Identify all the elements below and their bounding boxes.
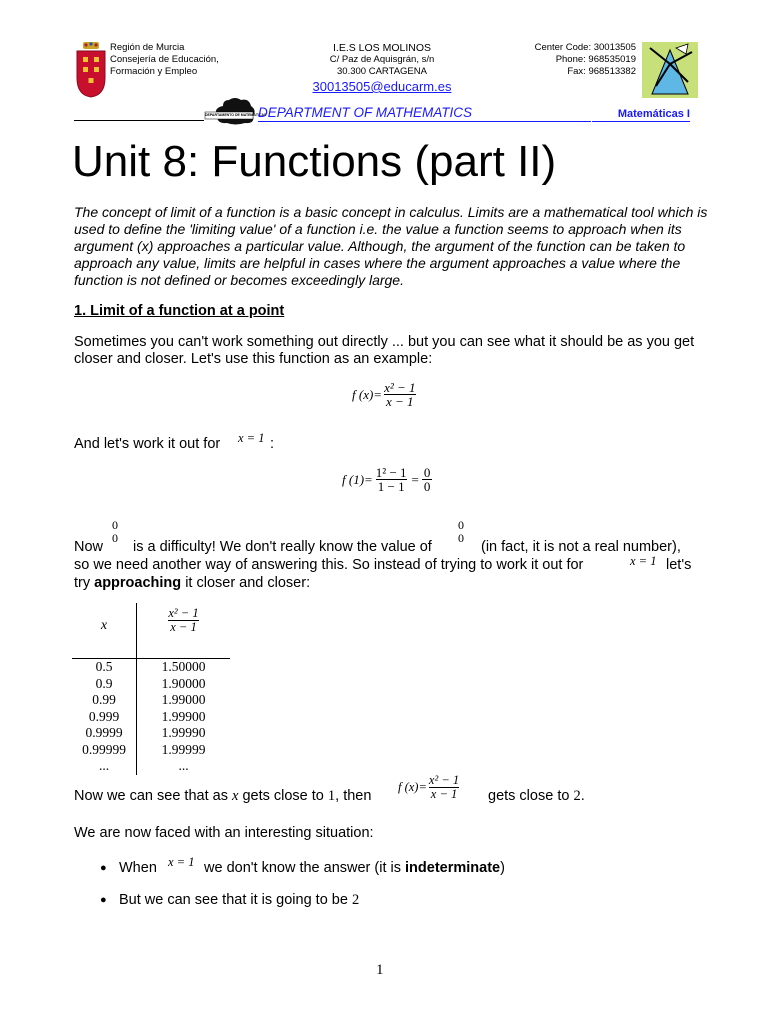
conclusion-x: x — [231, 788, 239, 804]
page-number: 1 — [376, 962, 384, 978]
fx-column-fraction — [166, 607, 200, 658]
fx-value-cell: 1.99990 — [161, 725, 206, 741]
eval-numerator: 1² − 1 — [375, 465, 407, 480]
conclusion-one: 1 — [327, 788, 336, 804]
table-row — [72, 709, 230, 726]
x-equals-one-2: x = 1 — [630, 554, 657, 568]
zero-denominator: 0 — [423, 479, 431, 494]
bullet-1-mid: we don't know the answer (it is — [204, 860, 401, 876]
x-column-header: x — [72, 603, 137, 658]
fx-value-cell: ... — [178, 758, 189, 774]
indeterminate-word: indeterminate — [405, 860, 501, 876]
school-email-link[interactable]: 30013505@educarm.es — [312, 79, 452, 94]
math-department-logo — [205, 96, 267, 126]
fx-value-cell: 1.90000 — [161, 675, 206, 691]
header-rule-left — [74, 120, 204, 121]
table-row — [72, 742, 230, 759]
zero-num: 0 — [112, 518, 118, 532]
zero-den: 0 — [112, 531, 118, 545]
bullet-1-pre: When — [119, 860, 157, 876]
values-table — [72, 603, 230, 775]
try-approaching-line — [74, 575, 310, 592]
conclusion-text-a: Now we can see that as — [74, 788, 228, 804]
values-table-header — [72, 603, 230, 659]
period: . — [580, 788, 585, 804]
function-definition-formula — [352, 381, 418, 408]
zero-numerator: 0 — [423, 465, 431, 480]
formula-numerator: x² − 1 — [384, 380, 416, 395]
values-table-body — [72, 659, 230, 775]
x-value-cell: 0.5 — [72, 659, 137, 676]
limit-value: 2 — [573, 788, 581, 804]
fx-value-cell: 1.99000 — [161, 692, 206, 708]
center-code: Center Code: 30013505 — [534, 42, 636, 53]
ministry-line-1: Consejería de Educación, — [110, 54, 219, 65]
conclusion-fraction — [427, 774, 461, 801]
not-real-number-text: (in fact, it is not a real number), — [481, 539, 681, 555]
zero-over-zero — [422, 466, 433, 493]
x-value-cell: 0.99 — [72, 692, 137, 709]
zero-over-zero-inline-1 — [110, 519, 120, 545]
bullet-dot: ● — [100, 894, 107, 906]
x-value-cell: 0.99999 — [72, 742, 137, 759]
gets-close-to-2 — [488, 788, 585, 805]
closer-text: it closer and closer: — [185, 575, 311, 591]
x-value-cell: 0.999 — [72, 709, 137, 726]
fx-column-header — [137, 603, 230, 658]
intro-text: The concept of limit of a function is a basic concept in calculus. Limits are a mathematical tool which is used to define the 'limiting value' of a function i.e. the value a function seems to approach when its argument (x) approaches a particular value. Although, the argument of the function can be taken to approach any value, limits are helpful in cases where the argument approaches a value where the function is not defined or becomes exceedingly large. — [74, 204, 708, 288]
zero-den: 0 — [458, 531, 464, 545]
conclusion-text-b: gets close to — [242, 788, 324, 804]
eval-fraction — [374, 466, 409, 493]
x-equals-one: x = 1 — [238, 431, 265, 445]
school-address: C/ Paz de Aquisgrán, s/n — [329, 54, 435, 65]
eval-denominator: 1 − 1 — [377, 479, 405, 494]
intro-paragraph — [74, 204, 714, 289]
bullet-2-text — [119, 892, 359, 909]
header-center-block — [296, 42, 468, 95]
ministry-line-2: Formación y Empleo — [110, 66, 198, 77]
fx-header-denominator: x − 1 — [170, 620, 197, 634]
region-name: Región de Murcia — [110, 42, 185, 53]
x-value-cell: 0.9999 — [72, 725, 137, 742]
bullet-1-rest — [204, 860, 505, 877]
x-equals-one-3: x = 1 — [168, 855, 195, 869]
phone: Phone: 968535019 — [555, 54, 636, 65]
table-row — [72, 659, 230, 676]
bullet-dot: ● — [100, 862, 107, 874]
now-word: Now — [74, 539, 104, 555]
gets-close-text: gets close to — [488, 788, 570, 804]
course-name: Matemáticas I — [592, 107, 690, 122]
difficulty-text: is a difficulty! We don't really know the value of — [133, 539, 432, 555]
another-way-text: so we need another way of answering this. So instead of trying to work it out for — [74, 557, 584, 573]
evaluation-formula — [342, 466, 432, 493]
school-name: I.E.S LOS MOLINOS — [332, 42, 432, 54]
x-value-cell: 0.9 — [72, 676, 137, 693]
bullet-2-pre: But we can see that it is going to be — [119, 892, 348, 908]
colon: : — [270, 436, 275, 452]
eval-equals: = — [411, 471, 419, 487]
situation-paragraph: We are now faced with an interesting situation: — [74, 825, 374, 841]
table-row — [72, 725, 230, 742]
header-left-block — [110, 42, 250, 78]
school-city: 30.300 CARTAGENA — [337, 66, 427, 77]
school-windmill-logo — [642, 42, 698, 98]
section-heading: 1. Limit of a function at a point — [74, 303, 285, 319]
fax: Fax: 968513382 — [567, 66, 636, 77]
lets-word: let's — [666, 557, 692, 573]
conclusion-formula — [398, 774, 461, 801]
fx-value-cell: 1.50000 — [161, 659, 206, 675]
page-title: Unit 8: Functions (part II) — [72, 137, 557, 186]
approaching-word: approaching — [94, 575, 182, 591]
zero-num: 0 — [458, 518, 464, 532]
conclusion-text-c: , then — [335, 788, 372, 804]
evaluate-text: And let's work it out for — [74, 436, 221, 452]
formula-fraction — [382, 381, 417, 408]
formula-denominator: x − 1 — [386, 394, 414, 409]
zero-over-zero-inline-2 — [456, 519, 466, 545]
conclusion-line — [74, 788, 371, 805]
fx-header-numerator: x² − 1 — [168, 606, 199, 620]
intro-example-paragraph: Sometimes you can't work something out directly ... but you can see what it should be as you get closer and closer. Let's use this function as an example: — [74, 334, 695, 367]
table-row — [72, 676, 230, 693]
bullet-2-value: 2 — [351, 892, 360, 908]
department-title: DEPARTMENT OF MATHEMATICS — [258, 105, 591, 122]
formula-lhs: f (x)= — [352, 386, 383, 402]
x-value-cell: ... — [72, 758, 137, 775]
fx-value-cell: 1.99900 — [161, 708, 206, 724]
conclusion-fx: f (x)= — [398, 780, 427, 794]
bullet-1-end: ) — [500, 860, 505, 876]
try-word: try — [74, 575, 91, 591]
header-right-block — [500, 42, 636, 78]
evaluate-at-one-line — [74, 436, 220, 453]
table-row — [72, 758, 230, 775]
table-row — [72, 692, 230, 709]
fx-value-cell: 1.99999 — [161, 741, 206, 757]
eval-lhs: f (1)= — [342, 471, 373, 487]
math-department-logo-text: DEPARTAMENTO DE MATEMÁTICAS — [205, 113, 267, 117]
region-crest-logo — [75, 40, 107, 98]
conclusion-denominator: x − 1 — [430, 787, 458, 801]
conclusion-numerator: x² − 1 — [428, 773, 460, 787]
